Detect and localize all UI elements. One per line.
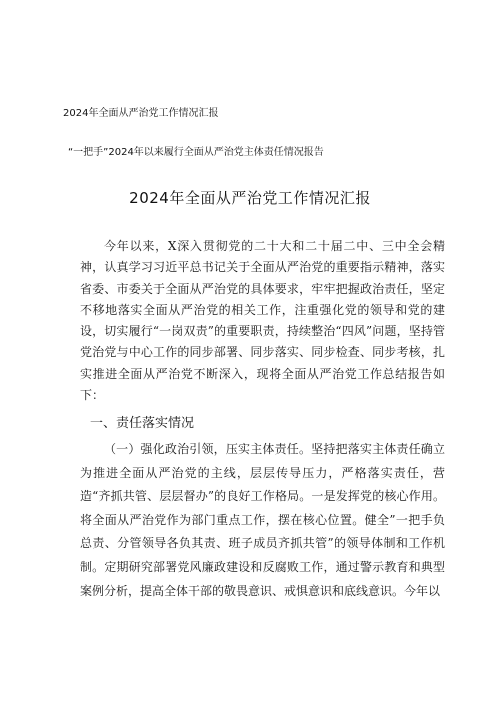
header-title-line: 2024年全面从严治党工作情况汇报 — [63, 108, 219, 119]
header-subtitle-line: “一把手”2024年以来履行全面从严治党主体责任情况报告 — [68, 147, 324, 158]
section-heading-responsibility: 一、责任落实情况 — [90, 416, 195, 431]
intro-paragraph: 今年以来，X深入贯彻党的二十大和二十届二中、三中全会精神，认真学习习近平总书记关于全面从严治党的重要指示精神，落实省委、市委关于全面从严治党的具体要求，牢牢把握政治责任，坚定不移地落实全面从严治党的相关工作，注重强化党的领导和党的建设，切实履行“一岗双责”的重要职责，持续整治“四风”问题，坚持管党治党与中心工作的同步部署、同步落实、同步检查、同步考核，扎实推进全面从严治党不断深入，现将全面从严治党工作总结报告如下： — [80, 239, 445, 403]
document-title: 2024年全面从严治党工作情况汇报 — [129, 189, 371, 207]
section-paragraph: （一）强化政治引领，压实主体责任。坚持把落实主体责任确立为推进全面从严治党的主线，层层传导压力，严格落实责任，营造“齐抓共管、层层督办”的良好工作格局。一是发挥党的核心作用。将全面从严治党作为部门重点工作，摆在核心位置。健全”一把手负总责、分管领导各负其责、班子成员齐抓共管”的领导体制和工作机制。定期研究部署党风廉政建设和反腐败工作，通过警示教育和典型案例分析，提高全体干部的敬畏意识、戒惧意识和底线意识。今年以 — [80, 442, 445, 598]
